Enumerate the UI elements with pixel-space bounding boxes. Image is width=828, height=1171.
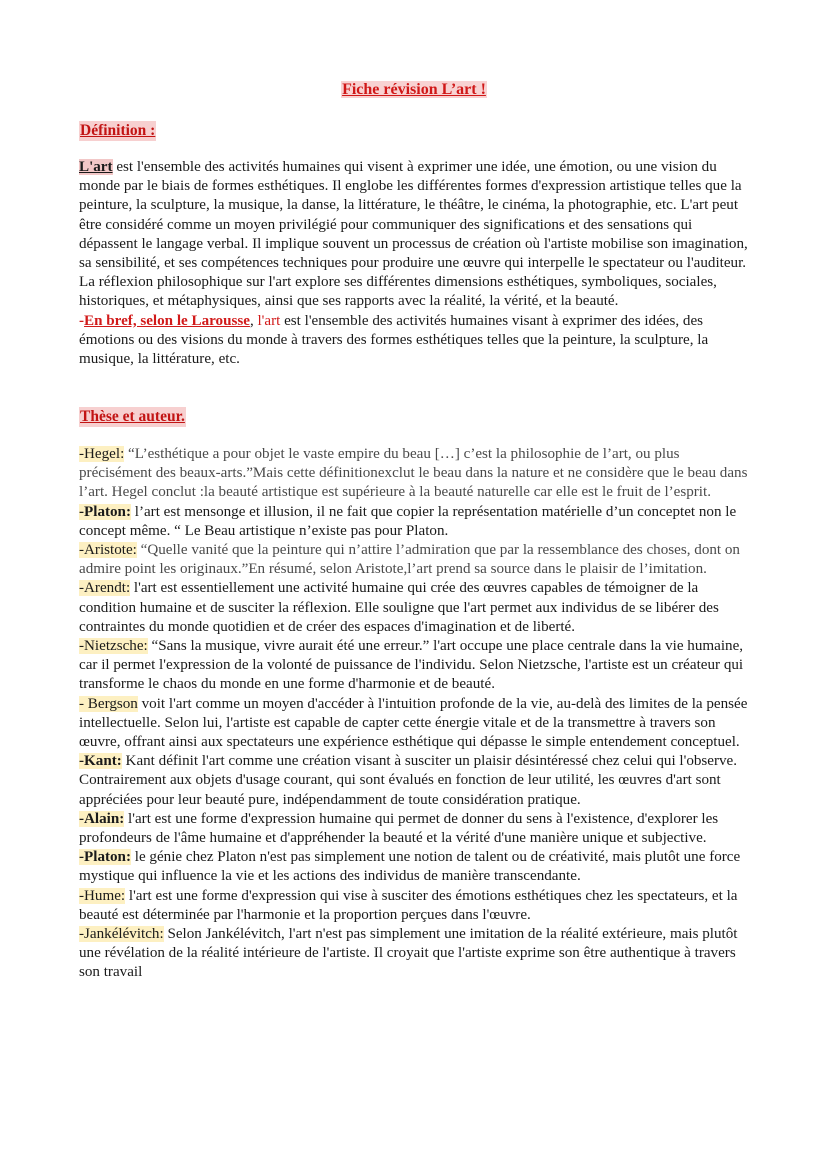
brief-label: En bref, selon le Larousse bbox=[84, 312, 250, 329]
definition-section bbox=[79, 158, 751, 369]
brief-dash: - bbox=[79, 312, 85, 329]
author-text: voit l'art comme un moyen d'accéder à l'intuition profonde de la vie, au-delà des limites de la pensée intellectuelle. Selon lui, l'artiste est capable de capter cette énergie vitale et de la transmettre à travers son œuvre, offrant ainsi aux spectateurs une expérience esthétique qui dépasse le simple entendement conceptuel. bbox=[79, 695, 748, 751]
title-text: Fiche révision L’art ! bbox=[342, 81, 486, 98]
author-entry-nietzsche bbox=[79, 637, 751, 695]
author-name: -Jankélévitch: bbox=[79, 926, 164, 943]
authors-heading: Thèse et auteur. bbox=[80, 408, 185, 425]
author-name: -Platon: bbox=[79, 503, 131, 520]
author-text: l'art est essentiellement une activité humaine qui crée des œuvres capables de témoigner de la condition humaine et de susciter la réflexion. Elle souligne que l'art permet aux individus de se libérer des contraintes du monde quotidien et de créer des espaces d'imagination et de liberté. bbox=[79, 580, 719, 635]
definition-text: est l'ensemble des activités humaines qui visent à exprimer une idée, une émotion, ou une vision du monde par le biais de formes esthétiques. Il englobe les différentes formes d'expression artistique telles que la peinture, la sculpture, la musique, la danse, la littérature, le théâtre, le cinéma, la photographie, etc. L'art peut être considéré comme un moyen privilégié pour communiquer des significations et des sensations qui dépassent le langage verbal. Il implique souvent un processus de création où l'artiste mobilise son imagination, sa sensibilité, et ses compétences techniques pour produire une œuvre qui interpelle le spectateur ou l'auditeur. La réflexion philosophique sur l'art explore ses différentes dimensions esthétiques, symboliques, sociales, historiques, et métaphysiques, ainsi que ses rapports avec la réalité, la vérité, et la beauté. bbox=[79, 159, 748, 310]
authors-section bbox=[79, 445, 751, 983]
author-entry-bergson bbox=[79, 695, 751, 753]
author-text: Kant définit l'art comme une création visant à susciter un plaisir désintéressé chez celui qui l'observe. Contrairement aux objets d'usage courant, qui sont évalués en fonction de leur utilité, les œuvres d'art sont appréciées pour leur beauté pure, indépendamment de toute considération pratique. bbox=[79, 753, 738, 808]
author-name: -Arendt: bbox=[79, 580, 131, 597]
author-entry-platon-2 bbox=[79, 848, 751, 886]
author-name: -Aristote: bbox=[79, 542, 137, 559]
brief-term: l'art bbox=[257, 312, 281, 329]
definition-brief bbox=[79, 312, 751, 370]
author-text: “Sans la musique, vivre aurait été une erreur.” l'art occupe une place centrale dans la vie humaine, car il permet l'expression de la volonté de puissance de l'individu. Selon Nietzsche, l'artiste est un créateur qui transforme le chaos du monde en une forme d'harmonie et de beauté. bbox=[79, 638, 744, 693]
author-entry-jankelevitch bbox=[79, 925, 751, 983]
brief-comma: , bbox=[249, 312, 258, 329]
author-entry-platon bbox=[79, 503, 751, 541]
author-entry-hegel bbox=[79, 445, 751, 503]
definition-term: L'art bbox=[79, 159, 113, 175]
author-text: le génie chez Platon n'est pas simplement une notion de talent ou de créativité, mais plutôt une force mystique qui influence la vie et les actions des individus de manière transcendante. bbox=[79, 849, 741, 885]
author-entry-hume bbox=[79, 887, 751, 925]
brief-text: est l'ensemble des activités humaines visant à exprimer des idées, des émotions ou des visions du monde à travers des formes esthétiques telles que la peinture, la sculpture, la musique, la littérature, etc. bbox=[79, 312, 709, 368]
author-text: l'art est une forme d'expression qui vise à susciter des émotions esthétiques chez les spectateurs, et la beauté est déterminée par l'harmonie et la proportion perçues dans l'œuvre. bbox=[79, 887, 738, 923]
author-name: -Alain: bbox=[79, 810, 125, 827]
author-entry-alain bbox=[79, 810, 751, 848]
definition-heading: Définition : bbox=[80, 122, 156, 139]
page-title bbox=[0, 80, 828, 100]
author-name: -Hume: bbox=[79, 887, 126, 904]
author-text: l'art est une forme d'expression humaine qui permet de donner du sens à l'existence, d'explorer les profondeurs de l'âme humaine et d'appréhender la beauté et la vérité d'une manière unique et subjective. bbox=[79, 810, 719, 847]
author-name: - Bergson bbox=[79, 695, 138, 712]
author-entry-arendt bbox=[79, 579, 751, 637]
author-name: -Hegel: bbox=[79, 446, 125, 462]
author-entry-kant bbox=[79, 752, 751, 810]
author-text: “L’esthétique a pour objet le vaste empire du beau […] c’est la philosophie de l’art, ou plus précisément des beaux-arts.”Mais cette définitionexclut le beau dans la nature et ne considère que le beau dans l’art. Hegel conclut :la beauté artistique est supérieure à la beauté naturelle car elle est le fruit de l’esprit. bbox=[79, 446, 748, 501]
definition-paragraph bbox=[79, 158, 751, 312]
author-name: -Kant: bbox=[79, 753, 122, 770]
author-name: -Nietzsche: bbox=[79, 638, 148, 655]
author-text: Selon Jankélévitch, l'art n'est pas simplement une imitation de la réalité extérieure, mais plutôt une révélation de la réalité intérieure de l'artiste. Il croyait que l'artiste exprime son être authentique à travers son travail bbox=[79, 926, 738, 981]
author-text: l’art est mensonge et illusion, il ne fait que copier la représentation matérielle d’un conceptet non le concept même. “ Le Beau artistique n’existe pas pour Platon. bbox=[79, 503, 737, 539]
author-text: “Quelle vanité que la peinture qui n’attire l’admiration que par la ressemblance des choses, dont on admire point les originaux.”En résumé, selon Aristote,l’art prend sa source dans le plaisir de l’imitation. bbox=[79, 542, 740, 578]
author-entry-aristote bbox=[79, 541, 751, 579]
author-name: -Platon: bbox=[79, 849, 131, 866]
